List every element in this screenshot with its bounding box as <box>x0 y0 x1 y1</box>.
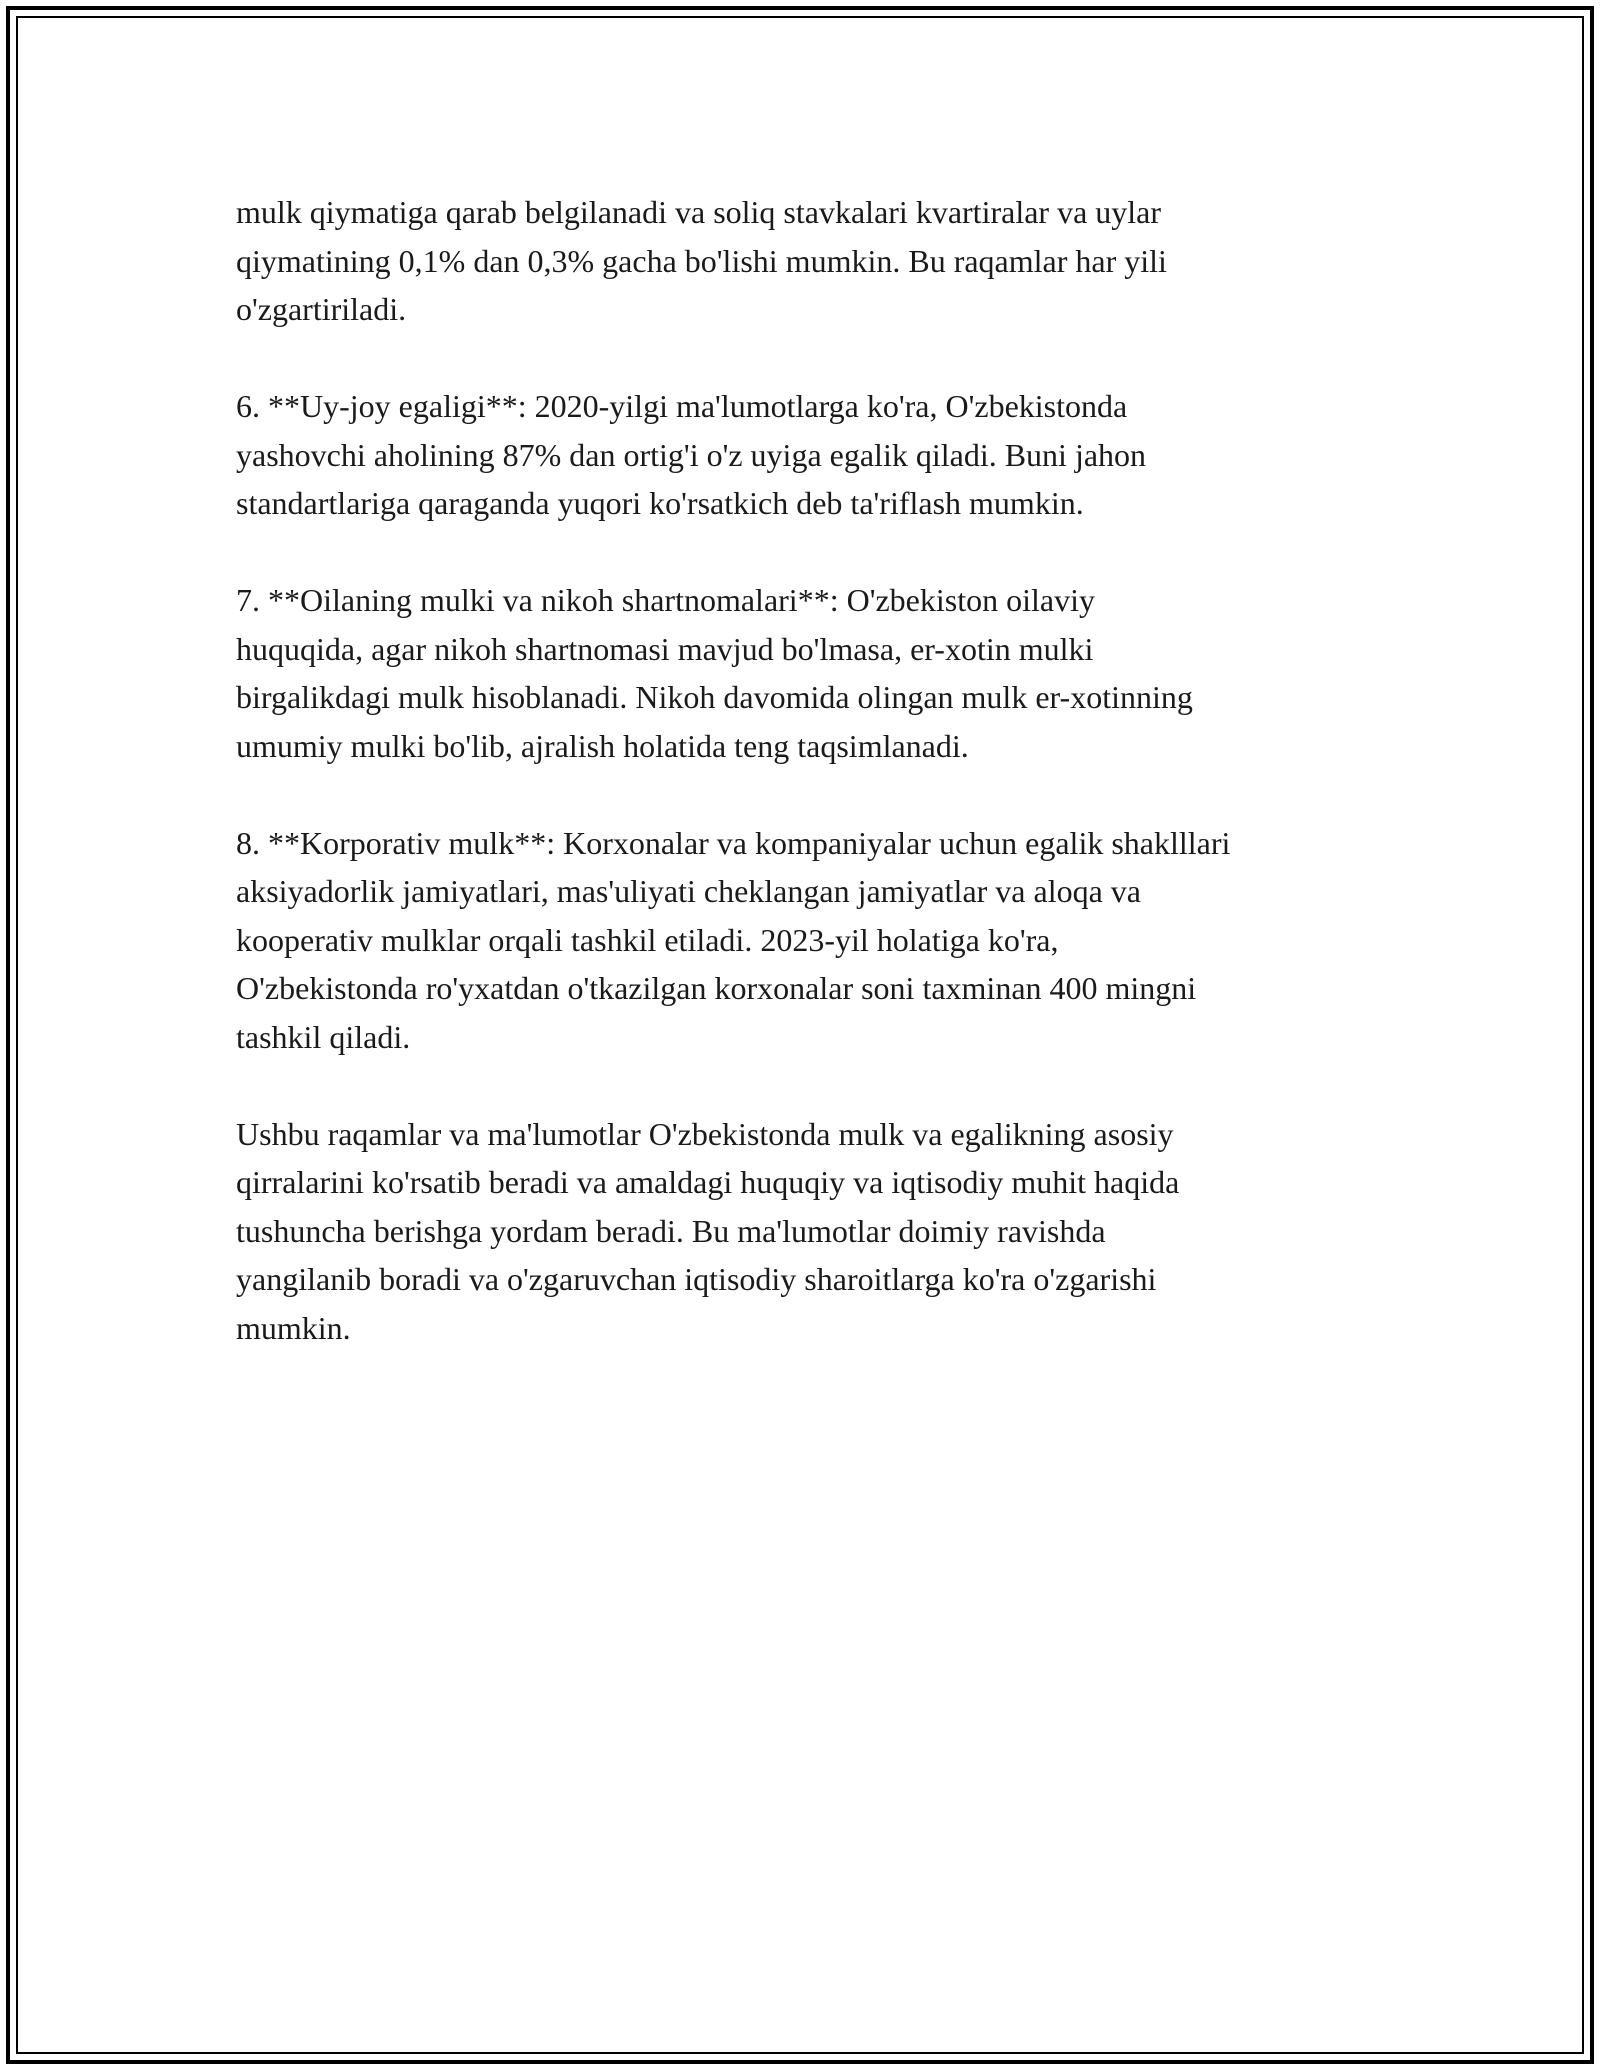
text-line: aksiyadorlik jamiyatlari, mas'uliyati cheklangan jamiyatlar va aloqa va <box>236 873 1141 909</box>
paragraph-corporate-property <box>236 819 1396 1062</box>
text-line: 8. **Korporativ mulk**: Korxonalar va kompaniyalar uchun egalik shaklllari <box>236 824 1231 861</box>
text-line: yangilanib boradi va o'zgaruvchan iqtisodiy sharoitlarga ko'ra o'zgarishi <box>236 1261 1157 1297</box>
text-line: qiymatining 0,1% dan 0,3% gacha bo'lishi mumkin. Bu raqamlar har yili <box>236 242 1167 279</box>
text-line: huquqida, agar nikoh shartnomasi mavjud bo'lmasa, er-xotin mulki <box>236 630 1094 667</box>
paragraph-family-property <box>236 576 1396 770</box>
text-line: yashovchi aholining 87% dan ortig'i o'z uyiga egalik qiladi. Buni jahon <box>236 436 1147 473</box>
text-line: standartlariga qaraganda yuqori ko'rsatkich deb ta'riflash mumkin. <box>236 485 1084 521</box>
document-body <box>236 188 1396 1401</box>
text-line: 7. **Oilaning mulki va nikoh shartnomalari**: O'zbekiston oilaviy <box>236 582 1095 618</box>
paragraph-home-ownership <box>236 382 1396 528</box>
text-line: mumkin. <box>236 1309 351 1346</box>
text-line: birgalikdagi mulk hisoblanadi. Nikoh davomida olingan mulk er-xotinning <box>236 679 1193 715</box>
text-line: umumiy mulki bo'lib, ajralish holatida teng taqsimlanadi. <box>236 727 969 764</box>
text-line: tushuncha berishga yordam beradi. Bu ma'lumotlar doimiy ravishda <box>236 1212 1106 1249</box>
text-line: o'zgartiriladi. <box>236 291 407 327</box>
text-line: qirralarini ko'rsatib beradi va amaldagi huquqiy va iqtisodiy muhit haqida <box>236 1164 1180 1200</box>
text-line: O'zbekistonda ro'yxatdan o'tkazilgan korxonalar soni taxminan 400 mingni <box>236 970 1197 1006</box>
paragraph-property-tax-continued <box>236 188 1396 334</box>
text-line: Ushbu raqamlar va ma'lumotlar O'zbekistonda mulk va egalikning asosiy <box>236 1115 1174 1152</box>
text-line: kooperativ mulklar orqali tashkil etiladi. 2023-yil holatiga ko'ra, <box>236 921 1059 958</box>
text-line: 6. **Uy-joy egaligi**: 2020-yilgi ma'lumotlarga ko'ra, O'zbekistonda <box>236 388 1128 424</box>
text-line: tashkil qiladi. <box>236 1018 411 1055</box>
text-line: mulk qiymatiga qarab belgilanadi va soliq stavkalari kvartiralar va uylar <box>236 194 1162 230</box>
paragraph-conclusion <box>236 1110 1396 1353</box>
